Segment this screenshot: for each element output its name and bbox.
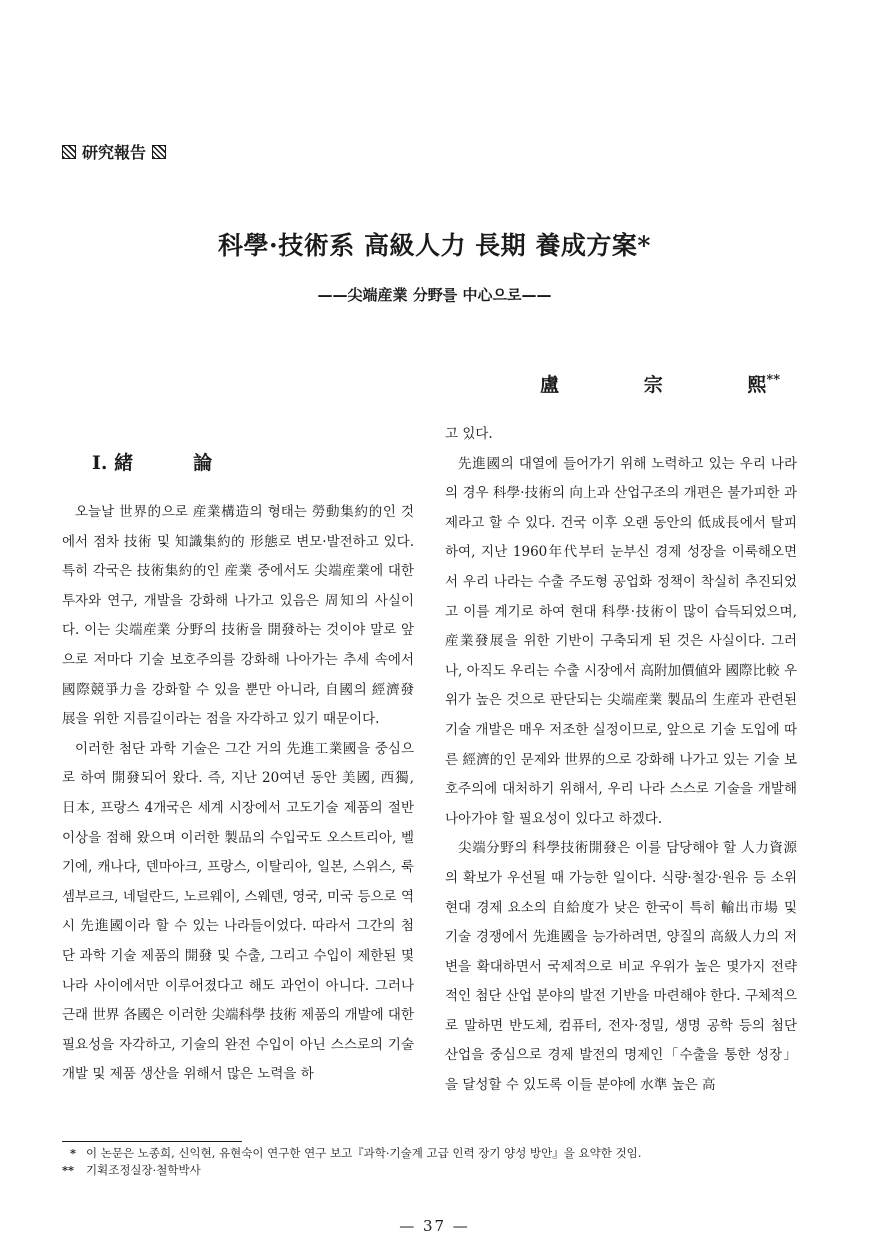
footnote-text: 기획조정실장·철학박사: [86, 1163, 201, 1177]
footnotes: [62, 1145, 807, 1179]
section-label-text: 研究報告: [82, 143, 147, 162]
hatched-square-icon: [152, 145, 166, 159]
author-name: [540, 370, 780, 397]
footnote: [62, 1162, 807, 1179]
section-heading: [92, 448, 212, 475]
left-column: [62, 498, 414, 1090]
paragraph: 尖端分野의 科學技術開發은 이를 담당해야 할 人力資源의 확보가 우선될 때 가능한 일이다. 식량·철강·원유 등 소위 현대 경제 요소의 自給度가 낮은 한국이 특히 輸出市場 및 기술 경쟁에서 先進國을 능가하려면, 양질의 高級人力의 저변을 확대하면서 국제적으로 비교 우위가 높은 몇가지 전략적인 첨단 산업 분야의 발전 기반을 마련해야 한다. 구체적으로 말하면 반도체, 컴퓨터, 전자·정밀, 생명 공학 등의 첨단 산업을 중심으로 경제 발전의 명제인「수출을 통한 성장」을 달성할 수 있도록 이들 분야에 水準 높은 高: [445, 840, 797, 1094]
footnote-text: 이 논문은 노종희, 신익현, 유현숙이 연구한 연구 보고『과학·기술계 고급 인력 장기 양성 방안』을 요약한 것임.: [86, 1146, 642, 1160]
footnote-divider: [62, 1141, 242, 1142]
section-heading-number: I. 緒: [92, 452, 134, 474]
section-heading-word: 論: [193, 452, 213, 474]
paragraph: 이러한 첨단 과학 기술은 그간 거의 先進工業國을 중심으로 하여 開發되어 왔다. 즉, 지난 20여년 동안 美國, 西獨, 日本, 프랑스 4개국은 세계 시장에서 고도기술 제품의 절반 이상을 점해 왔으며 이러한 製品의 수입국도 오스트리아, 벨기에, 캐나다, 덴마아크, 프랑스, 이탈리아, 일본, 스위스, 룩셈부르크, 네덜란드, 노르웨이, 스웨덴, 영국, 미국 등으로 역시 先進國이라 할 수 있는 나라들이었다. 따라서 그간의 첨단 과학 기술 제품의 開發 및 수출, 그리고 수입이 제한된 몇 나라 사이에서만 이루어졌다고 해도 과언이 아니다. 그러나 근래 世界 各國은 이러한 尖端科學 技術 제품의 개발에 대한 필요성을 자각하고, 기술의 완전 수입이 아닌 스스로의 기술개발 및 제품 생산을 위해서 많은 노력을 하: [62, 740, 414, 1083]
footnote-mark: **: [62, 1163, 75, 1177]
paragraph: 오늘날 世界的으로 産業構造의 형태는 勞動集約的인 것에서 점차 技術 및 知識集約的 形態로 변모·발전하고 있다. 특히 각국은 技術集約的인 産業 중에서도 尖端産業에 대한 투자와 연구, 개발을 강화해 나가고 있음은 周知의 사실이다. 이는 尖端産業 分野의 技術을 開發하는 것이야 말로 앞으로 저마다 기술 보호주의를 강화해 나아가는 추세 속에서 國際競爭力을 강화할 수 있을 뿐만 아니라, 自國의 經濟發展을 위한 지름길이라는 점을 자각하고 있기 때문이다.: [62, 504, 414, 728]
paragraph: 先進國의 대열에 들어가기 위해 노력하고 있는 우리 나라의 경우 科學·技術의 向上과 산업구조의 개편은 불가피한 과제라고 할 수 있다. 건국 이후 오랜 동안의 低成長에서 탈피하여, 지난 1960年代부터 눈부신 경제 성장을 이룩해오면서 우리 나라는 수출 주도형 공업화 정책이 착실히 추진되었고 이를 계기로 하여 현대 科學·技術이 많이 습득되었으며, 産業發展을 위한 기반이 구축되게 된 것은 사실이다. 그러나, 아직도 우리는 수출 시장에서 高附加價値와 國際比較 우위가 높은 것으로 판단되는 尖端産業 製品의 生産과 관련된 기술 개발은 매우 저조한 실정이므로, 앞으로 기술 도입에 따른 經濟的인 문제와 世界的으로 강화해 나가고 있는 기술 보호주의에 대처하기 위해서, 우리 나라 스스로 기술을 개발해 나아가야 할 필요성이 있다고 하겠다.: [445, 455, 797, 827]
author-char-2: 宗: [643, 374, 663, 396]
page-number: — 37 —: [399, 1217, 470, 1235]
hatched-square-icon: [62, 145, 76, 159]
author-footnote-mark: **: [766, 372, 780, 388]
article-subtitle: ——尖端産業 分野를 中心으로——: [317, 286, 552, 304]
article-title: 科學·技術系 高級人力 長期 養成方案*: [218, 231, 651, 260]
paragraph-continuation: 고 있다.: [445, 426, 493, 442]
author-char-1: 盧: [540, 374, 560, 396]
author-char-3: 熙**: [747, 372, 780, 396]
section-label: [62, 140, 166, 163]
footnote-mark: *: [70, 1146, 77, 1160]
right-column: [445, 420, 797, 1101]
footnote: [62, 1145, 807, 1162]
